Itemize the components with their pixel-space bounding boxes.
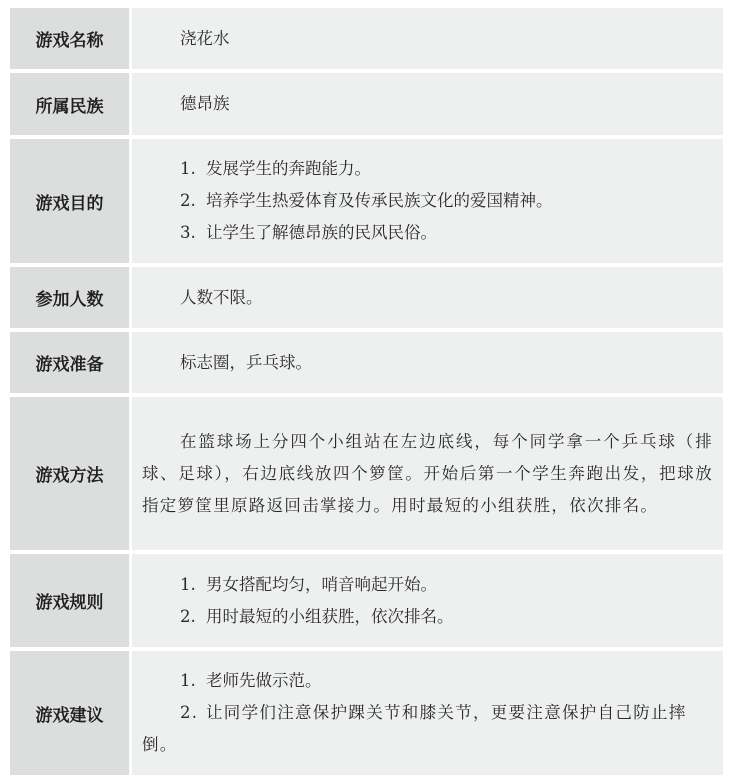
- table-row: [10, 397, 723, 554]
- game-info-table: [10, 8, 723, 775]
- list-item: 2. 用时最短的小组获胜，依次排名。: [180, 606, 454, 626]
- table-row: [10, 332, 723, 397]
- participants-text: 人数不限。: [180, 287, 263, 307]
- ethnic-group-text: 德昂族: [180, 94, 230, 113]
- row-label: 游戏方法: [10, 397, 132, 550]
- row-label: 所属民族: [10, 73, 132, 135]
- table-row: [10, 267, 723, 332]
- table-row: [10, 139, 723, 267]
- list-item: 3. 让学生了解德昂族的民风民俗。: [180, 223, 437, 242]
- list-item: 1. 男女搭配均匀，哨音响起开始。: [180, 574, 437, 594]
- row-label: 游戏建议: [10, 651, 132, 775]
- list-item: 1. 老师先做示范。: [180, 671, 322, 690]
- row-value: [132, 8, 723, 69]
- method-paragraph: 在篮球场上分四个小组站在左边底线，每个同学拿一个乒乓球（排球、足球），右边底线放四个箩筐。开始后第一个学生奔跑出发，把球放指定箩筐里原路返回击掌接力。用时最短的小组获胜，依次排名。: [142, 431, 713, 515]
- preparation-text: 标志圈，乒乓球。: [180, 352, 312, 372]
- list-item: 2. 培养学生热爱体育及传承民族文化的爱国精神。: [180, 191, 553, 210]
- row-value: [132, 554, 723, 647]
- row-value: [132, 267, 723, 328]
- list-item: 2. 让同学们注意保护踝关节和膝关节，更要注意保护自己防止摔倒。: [142, 703, 687, 754]
- list-item: 1. 发展学生的奔跑能力。: [180, 159, 371, 178]
- row-label: 游戏名称: [10, 8, 132, 69]
- row-label: 游戏准备: [10, 332, 132, 393]
- row-value: [132, 139, 723, 263]
- game-name-text: 浇花水: [180, 28, 230, 48]
- row-label: 参加人数: [10, 267, 132, 328]
- row-label: 游戏目的: [10, 139, 132, 263]
- table-row: [10, 554, 723, 651]
- row-value: [132, 73, 723, 135]
- row-value: [132, 397, 723, 550]
- row-value: [132, 651, 723, 775]
- table-row: [10, 8, 723, 73]
- row-label: 游戏规则: [10, 554, 132, 647]
- row-value: [132, 332, 723, 393]
- table-row: [10, 73, 723, 139]
- table-row: [10, 651, 723, 775]
